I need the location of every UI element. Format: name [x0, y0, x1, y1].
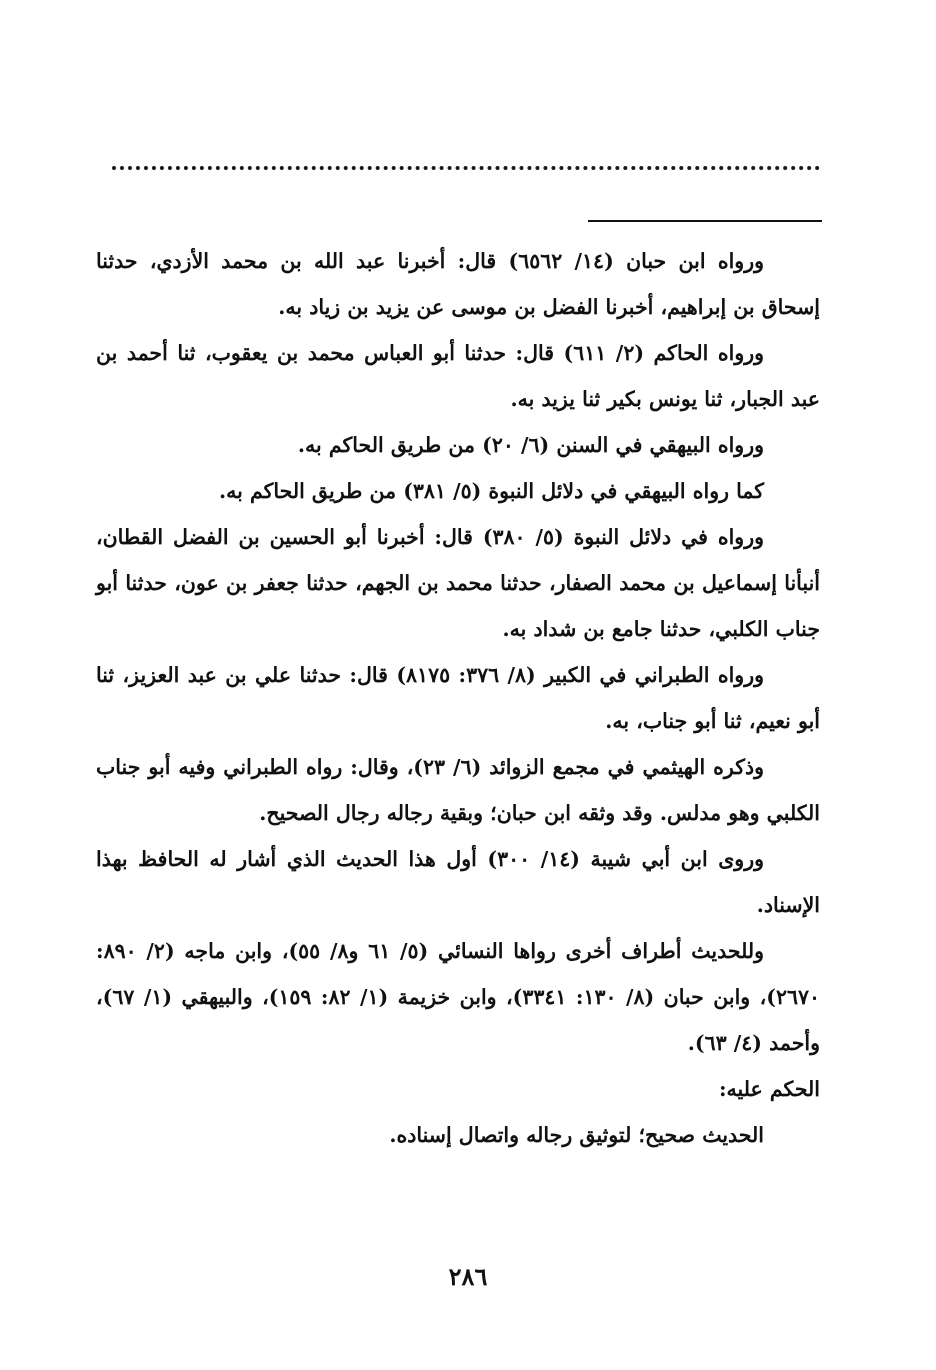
page-number: ٢٨٦ — [448, 1262, 488, 1291]
paragraph-haythami: وذكره الهيثمي في مجمع الزوائد (٦/ ٢٣)، وقال: رواه الطبراني وفيه أبو جناب الكلبي وهو مدلس. وقد وثقه ابن حبان؛ وبقية رجاله رجال الصحيح. — [96, 755, 820, 825]
dotted-separator — [112, 166, 820, 170]
paragraph-ibn-abi-shaybah: وروى ابن أبي شيبة (١٤/ ٣٠٠) أول هذا الحديث الذي أشار له الحافظ بهذا الإسناد. — [96, 847, 820, 917]
footnote-rule — [588, 220, 822, 222]
paragraph-dalail-chain: ورواه في دلائل النبوة (٥/ ٣٨٠) قال: أخبرنا أبو الحسين بن الفضل القطان، أنبأنا إسماعيل بن محمد الصفار، حدثنا محمد بن الجهم، حدثنا جعفر بن عون، حدثنا أبو جناب الكلبي، حدثنا جامع بن شداد به. — [96, 525, 820, 641]
paragraph-bayhaqi-sunan: ورواه البيهقي في السنن (٦/ ٢٠) من طريق الحاكم به. — [297, 433, 764, 457]
paragraph-tabarani: ورواه الطبراني في الكبير (٨/ ٣٧٦: ٨١٧٥) قال: حدثنا علي بن عبد العزيز، ثنا أبو نعيم، ثنا أبو جناب، به. — [96, 663, 820, 733]
paragraph-other-routes: وللحديث أطراف أخرى رواها النسائي (٥/ ٦١ و٨/ ٥٥)، وابن ماجه (٢/ ٨٩٠: ٢٦٧٠)، وابن حبان (٨/ ١٣٠: ٣٣٤١)، وابن خزيمة (١/ ٨٢: ١٥٩)، والبيهقي (١/ ٦٧)، وأحمد (٤/ ٦٣). — [96, 939, 820, 1055]
ruling-heading: الحكم عليه: — [718, 1077, 820, 1101]
paragraph-ibn-hibban: ورواه ابن حبان (١٤/ ٦٥٦٢) قال: أخبرنا عبد الله بن محمد الأزدي، حدثنا إسحاق بن إبراهيم، أخبرنا الفضل بن موسى عن يزيد بن زياد به. — [96, 249, 820, 319]
paragraph-bayhaqi-dalail: كما رواه البيهقي في دلائل النبوة (٥/ ٣٨١) من طريق الحاكم به. — [218, 479, 764, 503]
ruling-text: الحديث صحيح؛ لتوثيق رجاله واتصال إسناده. — [389, 1123, 764, 1147]
paragraph-al-hakim: ورواه الحاكم (٢/ ٦١١) قال: حدثنا أبو العباس محمد بن يعقوب، ثنا أحمد بن عبد الجبار، ثنا يونس بكير ثنا يزيد به. — [96, 341, 820, 411]
footnote-text — [96, 238, 820, 1158]
